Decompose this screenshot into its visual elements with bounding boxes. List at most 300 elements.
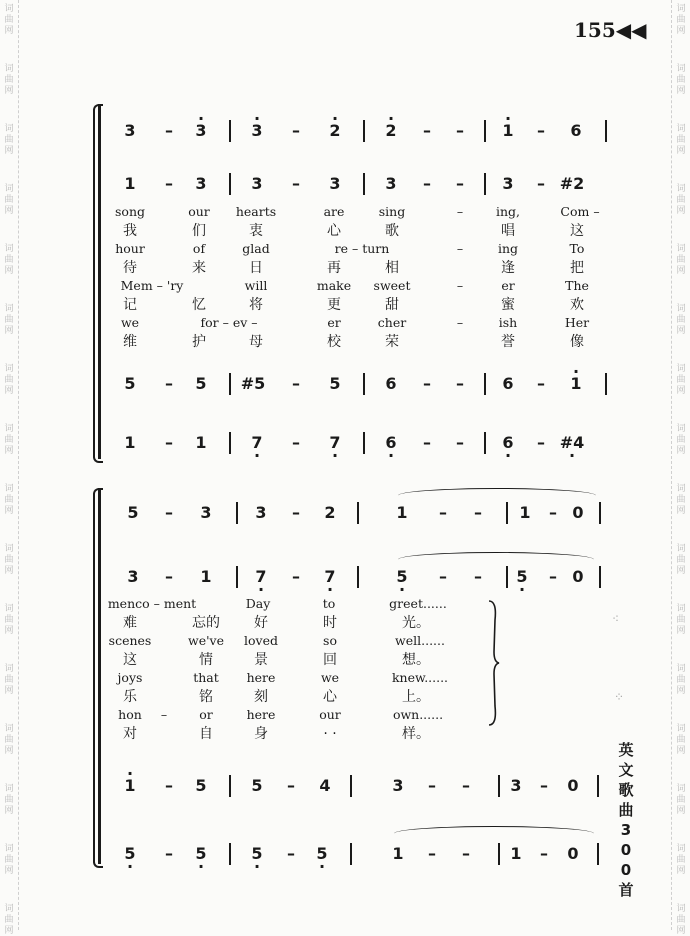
page-number bbox=[574, 18, 647, 42]
lyric-line-english bbox=[0, 595, 690, 613]
staff-system4-upper bbox=[0, 771, 690, 801]
watermark-char: 词 bbox=[676, 904, 686, 914]
lyric-word: for – ev – bbox=[200, 315, 258, 330]
lyric-word: 想。 bbox=[402, 651, 430, 668]
duration-dash: – bbox=[537, 374, 545, 393]
note: 5 · bbox=[516, 562, 527, 592]
bar-line bbox=[597, 775, 599, 797]
bar-line bbox=[363, 120, 365, 142]
faint-mark: ⁘ bbox=[614, 690, 625, 704]
lyric-line-chinese bbox=[0, 296, 690, 314]
watermark-char: 词 bbox=[676, 484, 686, 494]
watermark-char: 词 bbox=[676, 124, 686, 134]
lyric-word: we bbox=[320, 670, 340, 685]
duration-dash: – bbox=[540, 844, 548, 863]
lyric-word: or bbox=[199, 707, 213, 722]
watermark-char: 网 bbox=[4, 326, 14, 336]
note: 1 bbox=[519, 503, 531, 522]
lyric-word: 像 bbox=[570, 333, 584, 350]
lyric-line-chinese bbox=[0, 651, 690, 669]
note: 3 bbox=[255, 503, 267, 522]
watermark-char: 词 bbox=[676, 244, 686, 254]
note: · 1 bbox=[570, 369, 581, 399]
note: 5 bbox=[329, 374, 341, 393]
watermark-char: 网 bbox=[676, 86, 686, 96]
note: 5 · bbox=[124, 839, 135, 869]
duration-dash: – bbox=[165, 121, 173, 140]
lyric-line-english bbox=[0, 203, 690, 221]
lyric-word: 忘的 bbox=[192, 614, 220, 631]
note: 3 bbox=[329, 174, 341, 193]
note: 7 · bbox=[324, 562, 335, 592]
bar-line bbox=[357, 566, 359, 588]
lyric-word: 日 bbox=[249, 259, 263, 276]
duration-dash: – bbox=[537, 121, 545, 140]
watermark-char: 网 bbox=[676, 566, 686, 576]
lyric-word: here bbox=[246, 670, 276, 685]
lyric-line-chinese bbox=[0, 688, 690, 706]
lyric-word: sweet bbox=[373, 278, 411, 293]
lyric-word: 衷 bbox=[249, 222, 263, 239]
bar-line bbox=[599, 502, 601, 524]
duration-dash: – bbox=[165, 174, 173, 193]
note: · 1 bbox=[124, 771, 135, 801]
watermark-char: 网 bbox=[4, 86, 14, 96]
watermark-char: 曲 bbox=[676, 735, 686, 745]
lyric-word: are bbox=[323, 204, 345, 219]
watermark-char: 词 bbox=[4, 724, 14, 734]
watermark-char: 曲 bbox=[4, 855, 14, 865]
note: 5 · bbox=[396, 562, 407, 592]
watermark-char: 词 bbox=[676, 844, 686, 854]
watermark-char: 曲 bbox=[4, 315, 14, 325]
title-char: 曲 bbox=[618, 801, 634, 819]
note: 1 bbox=[392, 844, 404, 863]
watermark-char: 曲 bbox=[676, 615, 686, 625]
watermark-char: 词 bbox=[676, 784, 686, 794]
note: 1 bbox=[396, 503, 408, 522]
watermark-char: 曲 bbox=[676, 315, 686, 325]
note: 4 bbox=[319, 776, 331, 795]
lyric-line-english bbox=[0, 632, 690, 650]
bar-line bbox=[506, 502, 508, 524]
bar-line bbox=[484, 373, 486, 395]
watermark-char: 网 bbox=[676, 386, 686, 396]
lyric-word: 相 bbox=[385, 259, 399, 276]
duration-dash: – bbox=[165, 503, 173, 522]
watermark-char: 曲 bbox=[676, 795, 686, 805]
lyric-word: – bbox=[456, 315, 464, 330]
lyric-word: well...... bbox=[395, 633, 445, 648]
lyric-word: knew...... bbox=[391, 670, 449, 685]
bar-line bbox=[605, 120, 607, 142]
lyric-word: glad bbox=[242, 241, 270, 256]
lyric-word: hour bbox=[115, 241, 145, 256]
watermark-char: 词 bbox=[4, 244, 14, 254]
duration-dash: – bbox=[165, 433, 173, 452]
note: · 1 bbox=[502, 116, 513, 146]
watermark-char: 曲 bbox=[4, 435, 14, 445]
note: 5 bbox=[124, 374, 136, 393]
note: 6 bbox=[570, 121, 582, 140]
lyric-word: 待 bbox=[123, 259, 137, 276]
lyric-word: will bbox=[244, 278, 268, 293]
lyric-word: scenes bbox=[108, 633, 152, 648]
lyric-line-english bbox=[0, 706, 690, 724]
lyric-word: 光。 bbox=[402, 614, 430, 631]
watermark-char: 曲 bbox=[4, 615, 14, 625]
lyric-word: 誉 bbox=[501, 333, 515, 350]
watermark-char: 词 bbox=[676, 304, 686, 314]
watermark-char: 网 bbox=[4, 386, 14, 396]
bar-line bbox=[363, 373, 365, 395]
watermark-char: 网 bbox=[4, 446, 14, 456]
watermark-char: 网 bbox=[4, 926, 14, 936]
watermark-char: 网 bbox=[4, 686, 14, 696]
lyric-word: 铭 bbox=[199, 688, 213, 705]
note: 1 bbox=[124, 433, 136, 452]
staff-system2-lower bbox=[0, 428, 690, 458]
duration-dash: – bbox=[423, 121, 431, 140]
lyric-word: own...... bbox=[392, 707, 444, 722]
lyric-word: 忆 bbox=[192, 296, 206, 313]
duration-dash: – bbox=[456, 433, 464, 452]
lyric-word: ing bbox=[497, 241, 519, 256]
watermark-char: 词 bbox=[4, 64, 14, 74]
lyric-word: our bbox=[319, 707, 341, 722]
watermark-char: 词 bbox=[4, 784, 14, 794]
lyric-word: 自 bbox=[199, 725, 213, 742]
watermark-char: 网 bbox=[676, 266, 686, 276]
lyric-word: re – turn bbox=[334, 241, 390, 256]
note: 6 · bbox=[502, 428, 513, 458]
lyric-word: ish bbox=[498, 315, 518, 330]
lyric-word: 景 bbox=[254, 651, 268, 668]
lyric-word: 来 bbox=[192, 259, 206, 276]
lyric-word: 心 bbox=[323, 688, 337, 705]
watermark-char: 网 bbox=[4, 806, 14, 816]
watermark-char: 词 bbox=[4, 664, 14, 674]
duration-dash: – bbox=[549, 567, 557, 586]
lyric-word: 我 bbox=[123, 222, 137, 239]
lyric-word: – bbox=[456, 204, 464, 219]
note: 6 bbox=[385, 374, 397, 393]
lyric-word: to bbox=[322, 596, 336, 611]
duration-dash: – bbox=[474, 503, 482, 522]
lyric-word: er bbox=[501, 278, 515, 293]
note: 1 bbox=[124, 174, 136, 193]
bar-line bbox=[363, 432, 365, 454]
duration-dash: – bbox=[537, 174, 545, 193]
watermark-char: 词 bbox=[4, 124, 14, 134]
bar-line bbox=[229, 775, 231, 797]
lyric-word: 情 bbox=[199, 651, 213, 668]
duration-dash: – bbox=[423, 433, 431, 452]
watermark-char: 网 bbox=[676, 326, 686, 336]
title-char: 0 bbox=[620, 861, 632, 879]
note: 6 · bbox=[385, 428, 396, 458]
lyric-line-english bbox=[0, 314, 690, 332]
note: 5 · bbox=[316, 839, 327, 869]
bar-line bbox=[498, 775, 500, 797]
note: 1 bbox=[200, 567, 212, 586]
duration-dash: – bbox=[537, 433, 545, 452]
title-char: 0 bbox=[620, 841, 632, 859]
lyric-word: 们 bbox=[192, 222, 206, 239]
watermark-char: 网 bbox=[676, 626, 686, 636]
note: 5 bbox=[195, 776, 207, 795]
note: 3 bbox=[385, 174, 397, 193]
watermark-char: 曲 bbox=[4, 795, 14, 805]
duration-dash: – bbox=[540, 776, 548, 795]
watermark-char: 词 bbox=[676, 184, 686, 194]
duration-dash: – bbox=[165, 374, 173, 393]
watermark-char: 网 bbox=[676, 746, 686, 756]
lyric-word: 再 bbox=[327, 259, 341, 276]
bar-line bbox=[350, 775, 352, 797]
bar-line bbox=[229, 373, 231, 395]
lyric-word: we bbox=[120, 315, 140, 330]
lyric-word: hearts bbox=[235, 204, 277, 219]
lyric-word: Mem – 'ry bbox=[120, 278, 184, 293]
note: 5 · bbox=[251, 839, 262, 869]
watermark-char: 曲 bbox=[4, 375, 14, 385]
bar-line bbox=[229, 432, 231, 454]
title-char: 首 bbox=[618, 881, 634, 899]
lyric-word: sing bbox=[378, 204, 406, 219]
lyric-word: 时 bbox=[323, 614, 337, 631]
duration-dash: – bbox=[292, 374, 300, 393]
watermark-char: 词 bbox=[4, 844, 14, 854]
watermark-char: 曲 bbox=[4, 495, 14, 505]
bar-line bbox=[605, 373, 607, 395]
staff-system3-upper bbox=[0, 498, 690, 528]
note: 6 bbox=[502, 374, 514, 393]
bar-line bbox=[229, 173, 231, 195]
watermark-char: 曲 bbox=[676, 195, 686, 205]
note: 3 bbox=[195, 174, 207, 193]
watermark-char: 曲 bbox=[676, 915, 686, 925]
watermark-char: 词 bbox=[4, 424, 14, 434]
lyric-word: 刻 bbox=[254, 688, 268, 705]
lyric-word: 上。 bbox=[402, 688, 430, 705]
lyric-word: 歌 bbox=[385, 222, 399, 239]
lyric-word: menco – ment bbox=[107, 596, 197, 611]
lyric-word: 欢 bbox=[570, 296, 584, 313]
lyric-word: 母 bbox=[249, 333, 263, 350]
watermark-char: 曲 bbox=[676, 15, 686, 25]
watermark-char: 网 bbox=[676, 446, 686, 456]
book-title-vertical bbox=[614, 740, 638, 900]
lyric-word: here bbox=[246, 707, 276, 722]
watermark-char: 词 bbox=[676, 544, 686, 554]
lyric-word: – bbox=[160, 707, 168, 722]
lyric-word: 难 bbox=[123, 614, 137, 631]
duration-dash: – bbox=[423, 174, 431, 193]
lyric-word: cher bbox=[377, 315, 407, 330]
lyric-word: 唱 bbox=[501, 222, 515, 239]
lyric-word: – bbox=[456, 241, 464, 256]
lyric-word: 蜜 bbox=[501, 296, 515, 313]
watermark-char: 曲 bbox=[676, 435, 686, 445]
note: 0 bbox=[572, 567, 584, 586]
lyric-word: 将 bbox=[249, 296, 263, 313]
lyric-word: 逢 bbox=[501, 259, 515, 276]
watermark-char: 曲 bbox=[676, 855, 686, 865]
watermark-char: 词 bbox=[4, 484, 14, 494]
watermark-char: 词 bbox=[4, 904, 14, 914]
watermark-char: 曲 bbox=[4, 75, 14, 85]
title-char: 文 bbox=[618, 761, 634, 779]
lyric-word: 乐 bbox=[123, 688, 137, 705]
note: 5 bbox=[195, 374, 207, 393]
bar-line bbox=[363, 173, 365, 195]
watermark-char: 网 bbox=[676, 146, 686, 156]
duration-dash: – bbox=[287, 844, 295, 863]
watermark-char: 曲 bbox=[676, 555, 686, 565]
lyric-word: er bbox=[327, 315, 341, 330]
duration-dash: – bbox=[292, 174, 300, 193]
bar-line bbox=[484, 432, 486, 454]
note: 3 bbox=[392, 776, 404, 795]
duration-dash: – bbox=[292, 433, 300, 452]
duration-dash: – bbox=[292, 503, 300, 522]
faint-mark: ⁖ bbox=[612, 612, 620, 626]
watermark-char: 词 bbox=[676, 364, 686, 374]
lyric-word: so bbox=[323, 633, 337, 648]
lyric-word: 好 bbox=[254, 614, 268, 631]
lyric-word: hon bbox=[118, 707, 142, 722]
watermark-char: 曲 bbox=[676, 75, 686, 85]
lyric-word: 这 bbox=[123, 651, 137, 668]
watermark-char: 网 bbox=[4, 26, 14, 36]
note: 1 bbox=[195, 433, 207, 452]
lyric-word: 校 bbox=[327, 333, 341, 350]
duration-dash: – bbox=[456, 121, 464, 140]
watermark-char: 网 bbox=[4, 626, 14, 636]
note: 7 · bbox=[329, 428, 340, 458]
note: 2 bbox=[324, 503, 336, 522]
lyric-word: 更 bbox=[327, 296, 341, 313]
lyric-word: that bbox=[193, 670, 219, 685]
duration-dash: – bbox=[292, 121, 300, 140]
lyric-word: 记 bbox=[123, 296, 137, 313]
bar-line bbox=[236, 502, 238, 524]
bar-line bbox=[484, 173, 486, 195]
note: 0 bbox=[572, 503, 584, 522]
lyric-word: of bbox=[192, 241, 206, 256]
page-number-text: 155 bbox=[574, 18, 616, 42]
bar-line bbox=[350, 843, 352, 865]
title-char: 3 bbox=[620, 821, 632, 839]
staff-system2-upper bbox=[0, 369, 690, 399]
watermark-char: 网 bbox=[676, 206, 686, 216]
note: 3 bbox=[200, 503, 212, 522]
bar-line bbox=[229, 843, 231, 865]
watermark-char: 词 bbox=[676, 724, 686, 734]
note: #5 bbox=[240, 374, 266, 393]
note: 5 bbox=[127, 503, 139, 522]
bar-line bbox=[597, 843, 599, 865]
bar-line bbox=[229, 120, 231, 142]
watermark-char: 曲 bbox=[4, 555, 14, 565]
lyric-word: 甜 bbox=[385, 296, 399, 313]
watermark-char: 曲 bbox=[676, 495, 686, 505]
duration-dash: – bbox=[439, 503, 447, 522]
watermark-char: 网 bbox=[676, 806, 686, 816]
lyric-word: 荣 bbox=[385, 333, 399, 350]
note: 1 bbox=[510, 844, 522, 863]
watermark-char: 词 bbox=[4, 304, 14, 314]
lyric-word: ing, bbox=[495, 204, 521, 219]
note: 0 bbox=[567, 776, 579, 795]
lyric-line-chinese bbox=[0, 614, 690, 632]
lyric-word: Com – bbox=[560, 204, 600, 219]
watermark-char: 曲 bbox=[676, 375, 686, 385]
lyric-word: loved bbox=[244, 633, 278, 648]
lyric-word: – bbox=[456, 278, 464, 293]
duration-dash: – bbox=[549, 503, 557, 522]
watermark-char: 词 bbox=[4, 184, 14, 194]
lyric-line-english bbox=[0, 240, 690, 258]
duration-dash: – bbox=[462, 844, 470, 863]
watermark-char: 网 bbox=[676, 866, 686, 876]
note: 3 bbox=[510, 776, 522, 795]
watermark-char: 词 bbox=[676, 664, 686, 674]
lyric-line-english bbox=[0, 669, 690, 687]
title-char: 歌 bbox=[618, 781, 634, 799]
lyric-word: 对 bbox=[123, 725, 137, 742]
staff-system1-upper bbox=[0, 116, 690, 146]
bar-line bbox=[236, 566, 238, 588]
duration-dash: – bbox=[287, 776, 295, 795]
lyric-word: Day bbox=[245, 596, 271, 611]
note: · 3 bbox=[251, 116, 262, 146]
note: 0 bbox=[567, 844, 579, 863]
watermark-char: 网 bbox=[676, 686, 686, 696]
note: 5 bbox=[251, 776, 263, 795]
watermark-char: 网 bbox=[4, 866, 14, 876]
duration-dash: – bbox=[165, 567, 173, 586]
duration-dash: – bbox=[428, 844, 436, 863]
lyric-word: To bbox=[569, 241, 585, 256]
note: · 3 bbox=[195, 116, 206, 146]
watermark-char: 网 bbox=[4, 266, 14, 276]
duration-dash: – bbox=[292, 567, 300, 586]
duration-dash: – bbox=[462, 776, 470, 795]
duration-dash: – bbox=[456, 174, 464, 193]
note: 7 · bbox=[251, 428, 262, 458]
watermark-char: 网 bbox=[676, 26, 686, 36]
staff-system3-lower bbox=[0, 562, 690, 592]
bar-line bbox=[498, 843, 500, 865]
lyric-word: 回 bbox=[323, 651, 337, 668]
duration-dash: – bbox=[439, 567, 447, 586]
lyric-word: 心 bbox=[327, 222, 341, 239]
lyric-word: our bbox=[188, 204, 210, 219]
note: 7 · bbox=[255, 562, 266, 592]
lyric-word: · · bbox=[323, 725, 337, 742]
watermark-char: 网 bbox=[4, 566, 14, 576]
watermark-char: 词 bbox=[4, 4, 14, 14]
lyric-word: song bbox=[115, 204, 145, 219]
duration-dash: – bbox=[165, 844, 173, 863]
bar-line bbox=[357, 502, 359, 524]
watermark-char: 词 bbox=[676, 604, 686, 614]
lyric-word: Her bbox=[564, 315, 590, 330]
duration-dash: – bbox=[165, 776, 173, 795]
watermark-char: 网 bbox=[676, 926, 686, 936]
